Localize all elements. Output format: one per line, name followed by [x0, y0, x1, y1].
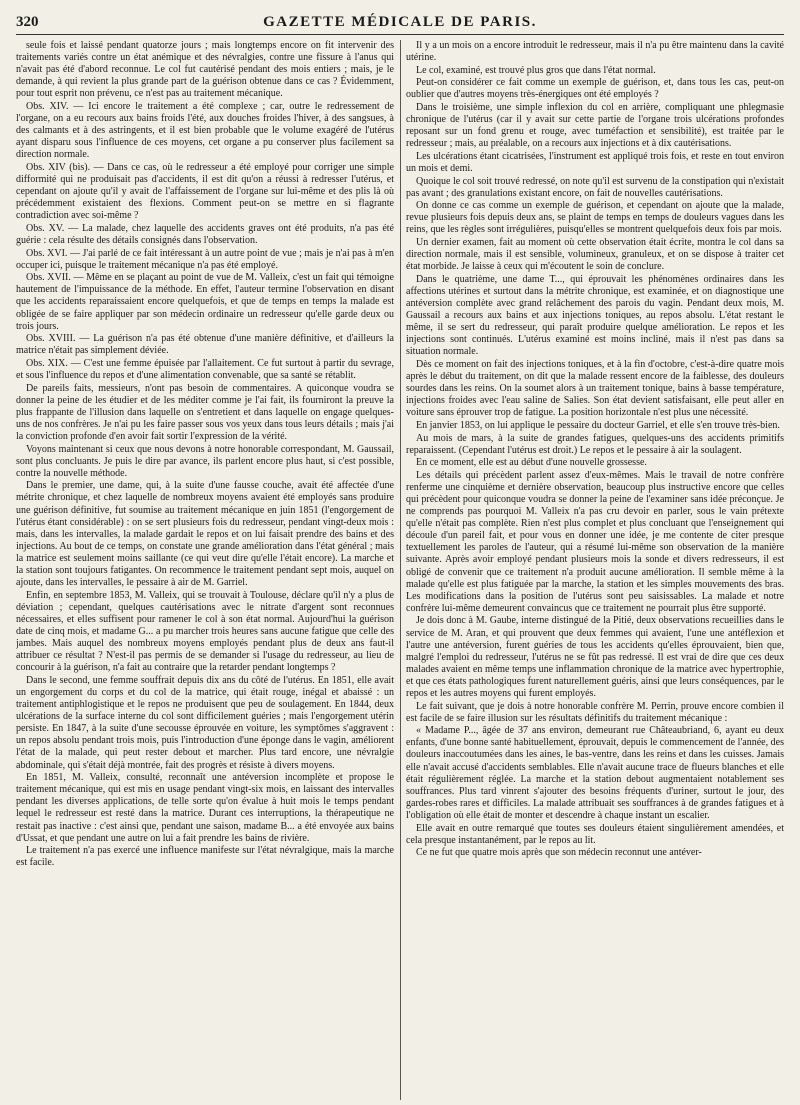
paragraph: « Madame P..., âgée de 37 ans environ, demeurant rue Châteaubriand, 6, ayant eu deux enfants, d'une bonne santé habituellement, éprouvait, depuis le commencement de l'année, des douleurs inaccoutumées dans les aines, le bas-ventre, dans les reins et dans les cuisses. Jamais elle n'avait accusé d'accidents semblables. Elle n'avait aucune trace de flueurs blanches et elle était régulièrement réglée. La marche et la station debout augmentaient notablement ses souffrances. Plus tard vinrent s'ajouter des besoins fréquents d'uriner, surtout le jour, des gardes-robes rares et difficiles. La malade attribuait ses souffrances à de grandes fatigues et à l'obligation où elle était de monter et descendre à chaque instant un escalier.: [406, 725, 784, 821]
paragraph: Les ulcérations étant cicatrisées, l'instrument est appliqué trois fois, et reste en tout environ un mois et demi.: [406, 150, 784, 174]
paragraph: seule fois et laissé pendant quatorze jours ; mais longtemps encore on fit intervenir des traitements variés contre un état anémique et des névralgies, contre une fissure à l'anus qui n'avait pas été d'abord reconnue. Le col fut cautérisé pendant des mois entiers ; mais, je le demande, à qui revient la plus grande part de la guérison obtenue dans ce cas ? Évidemment, pour tout esprit non prévenu, ce n'est pas au traitement mécanique.: [16, 40, 394, 100]
text-columns: [16, 40, 784, 1100]
paragraph: En ce moment, elle est au début d'une nouvelle grossesse.: [416, 457, 647, 469]
paragraph: Enfin, en septembre 1853, M. Valleix, qui se trouvait à Toulouse, déclare qu'il n'y a plus de déviation ; cependant, quelques cautérisations avec le nitrate d'argent sont reconnues nécessaires, et elles suffisent pour ramener le col à son état normal. Aujourd'hui la guérison date de cinq mois, et madame G... a pu marcher trois heures sans aucune fatigue que celle des jambes. Mais auquel des nombreux moyens employés pendant plus de deux ans faut-il attribuer ce résultat ? N'est-il pas permis de se demander si l'usage du redresseur, au lieu de concourir à la guérison, n'a fait au contraire que la retarder pendant longtemps ?: [16, 589, 394, 674]
paragraph: Elle avait en outre remarqué que toutes ses douleurs étaient singulièrement amendées, et cela presque instantanément, par le repos au lit.: [406, 822, 784, 846]
paragraph: Obs. XVIII. — La guérison n'a pas été obtenue d'une manière définitive, et d'ailleurs la matrice n'était pas simplement déviée.: [16, 333, 394, 357]
paragraph: Obs. XIX. — C'est une femme épuisée par l'allaitement. Ce fut surtout à partir du sevrage, et sous l'influence du repos et d'une alimentation convenable, que sa santé se rétablit.: [16, 357, 394, 382]
paragraph: En janvier 1853, on lui applique le pessaire du docteur Garriel, et elle s'en trouve très-bien.: [416, 419, 780, 431]
paragraph: Dans le second, une femme souffrait depuis dix ans du côté de l'utérus. En 1851, elle avait un engorgement du corps et du col de la matrice, qui était rouge, inégal et abaissé : un traitement antiphlogistique et le repos ne produisent que peu de soulagement. En 1844, deux ulcérations de la surface interne du col sont difficilement guéries ; mais l'engorgement utérin persiste. En 1847, à la suite d'une secousse éprouvée en voiture, les symptômes s'aggravent : un repos absolu pendant trois mois, puis l'introduction d'une éponge dans le vagin, améliorent l'état de la malade, qui peut rester debout et marcher. Plus tard encore, une névralgie abdominale, qui s'était déjà montrée, fait des progrès et résiste à divers moyens.: [16, 674, 394, 771]
paragraph: Un dernier examen, fait au moment où cette observation était écrite, montra le col dans sa direction normale, mais il est sensible, volumineux, granuleux, et on se dispose à traiter cet état morbide. Je laisse à ceux qui m'écoutent le soin de conclure.: [406, 237, 784, 273]
paragraph: De pareils faits, messieurs, n'ont pas besoin de commentaires. A quiconque voudra se donner la peine de les étudier et de les méditer comme je l'ai fait, ils fourniront la preuve la plus frappante de l'illusion dans laquelle on s'entretient et dans laquelle on engage quelques-uns de nos confrères. Je n'ai pu les faire passer sous vos yeux dans tous leurs détails ; mais j'ai la conviction profonde d'en avoir fait sortir l'expression de la vérité.: [16, 382, 394, 442]
paragraph: En 1851, M. Valleix, consulté, reconnaît une antéversion incomplète et propose le traitement mécanique, qui est mis en usage pendant vingt-six mois, en laissant des intervalles pendant les diverses applications, de telle sorte qu'on évalue à huit mois le temps pendant lequel le redresseur est resté dans la matrice. Durant ces interruptions, la thérapeutique ne restait pas inactive : c'est ainsi que, pendant une saison, madame B... a été envoyée aux bains d'Ussat, et que pendant une autre on lui a fait prendre les bains de rivière.: [16, 772, 394, 844]
paragraph: Obs. XVII. — Même en se plaçant au point de vue de M. Valleix, c'est un fait qui témoigne hautement de l'impuissance de la méthode. En effet, l'auteur termine l'observation en disant que les accidents reparaissaient encore quelquefois, et que de temps en temps la malade est obligée de se faire appliquer par son médecin ordinaire un redresseur qu'elle garde deux ou trois jours.: [16, 272, 394, 332]
paragraph: Obs. XV. — La malade, chez laquelle des accidents graves ont été produits, n'a pas été guérie : cela résulte des détails consignés dans l'observation.: [16, 222, 394, 246]
paragraph: Dès ce moment on fait des injections toniques, et à la fin d'octobre, c'est-à-dire quatre mois après le début du traitement, on dit que la malade ressent encore de la faiblesse, des douleurs sourdes dans les reins. On la soumet alors à un traitement tonique, bains à basse température, injections froides avec l'eau saline de Salies. Son état devient satisfaisant, elle peut aller en voiture sans éprouver trop de fatigue. La position horizontale n'est plus une nécessité.: [406, 358, 784, 419]
paragraph: Obs. XIV (bis). — Dans ce cas, où le redresseur a été employé pour corriger une simple difformité qui ne produisait pas d'accidents, il est dit qu'on a réussi à redresser l'utérus, et cependant on ajoute qu'il y avait de l'affaissement de l'organe sur lui-même et des plis là où précédemment existaient des flexions. Comment peut-on se mettre en si flagrante contradiction avec soi-même ?: [16, 161, 394, 222]
page-header: [16, 14, 784, 35]
left-column: [16, 40, 394, 1100]
paragraph: Voyons maintenant si ceux que nous devons à notre honorable correspondant, M. Gaussail, sont plus concluants. Je puis le dire par avance, ils parlent encore plus haut, si c'est possible, contre la nouvelle méthode.: [16, 443, 394, 479]
column-rule: [400, 40, 401, 1100]
paragraph: Dans le quatrième, une dame T..., qui éprouvait les phénomènes ordinaires dans les affections utérines et surtout dans la métrite chronique, est examinée, et on diagnostique une antéversion complète avec grand relâchement des parois du vagin. Pendant deux mois, M. Gaussail a recours aux bains et aux injections toniques, au repos absolu. L'état restant le même, il se sert du redresseur, qui paraît produire quelque amélioration. Le repos et les injections sont continués. L'utérus examiné est moins incliné, mais il n'est pas dans sa situation normale.: [406, 273, 784, 358]
paragraph: Obs. XIV. — Ici encore le traitement a été complexe ; car, outre le redressement de l'organe, on a eu recours aux bains froids l'été, aux douches froides l'hiver, à des sangsues, à des calmants et à des astringents, et il est bien probable que le volume exagéré de l'utérus ayant disparu sous l'influence de ces moyens, cet organe a pu conserver plus facilement sa direction normale.: [16, 100, 394, 161]
paragraph: Peut-on considérer ce fait comme un exemple de guérison, et, dans tous les cas, peut-on oublier que d'autres moyens très-énergiques ont été employés ?: [406, 77, 784, 101]
paragraph: Dans le troisième, une simple inflexion du col en arrière, compliquant une phlegmasie chronique de l'utérus (car il y avait sur cette partie de l'organe trois ulcérations profondes reposant sur un fond grenu et rouge, avec tuméfaction et sensibilité), est traitée par le redresseur ; mais, au préalable, on a recours aux injections et à dix cautérisations.: [406, 101, 784, 150]
paragraph: Le col, examiné, est trouvé plus gros que dans l'état normal.: [416, 64, 656, 76]
paragraph: Ce ne fut que quatre mois après que son médecin reconnut une antéver-: [416, 847, 702, 859]
journal-title: GAZETTE MÉDICALE DE PARIS.: [263, 14, 537, 30]
paragraph: Le traitement n'a pas exercé une influence manifeste sur l'état névralgique, mais la marche est facile.: [16, 845, 394, 869]
paragraph: Dans le premier, une dame, qui, à la suite d'une fausse couche, avait été affectée d'une métrite chronique, et chez laquelle de nombreux moyens avaient été employés sans produire une guérison définitive, fut soumise au traitement mécanique en juin 1851 (l'engorgement de l'utérus étant considérable) : on se sert plusieurs fois du redresseur, pendant vingt-deux mois : mais, dans les intervalles, la malade gardait le repos et on lui faisait prendre des bains et des injections. Au bout de ce temps, on constate une grande amélioration dans l'état général ; mais la matrice est seulement moins saillante (ce qui veut dire qu'elle l'était encore). La marche et la station sont toujours fatigantes. On recommence le traitement pendant sept mois, auquel on ajoute, dans les intervalles, le pessaire à air de M. Garriel.: [16, 480, 394, 589]
paragraph: Quoique le col soit trouvé redressé, on note qu'il est survenu de la constipation qui n'existait pas avant ; des granulations existant encore, on fait de nouvelles cautérisations.: [406, 175, 784, 199]
paragraph: Les détails qui précèdent parlent assez d'eux-mêmes. Mais le travail de notre confrère renferme une cinquième et dernière observation, beaucoup plus instructive encore que celles qui précèdent pour quiconque voudra se donner la peine de l'examiner sans idée préconçue. Je ne comprends pas pourquoi M. Valleix n'a pas cru devoir en parler, sous le vain prétexte qu'elle n'était pas complète. Rien n'est plus complet et plus concluant que l'enseignement qui découle d'un pareil fait, et pour vous en donner une idée, je me contente de citer presque textuellement les paroles de l'auteur, qui a résumé lui-même son observation de la manière suivante. Après avoir employé pendant plusieurs mois la sonde et divers redresseurs, il est obligé de convenir que ce traitement n'a produit aucune amélioration. Il semble même à la malade qu'elle est plus fatiguée par la marche, la station et les simples mouvements des bras. Les modifications dans la position de l'utérus sont peu saisissables. La malade et notre confrère lui-même demeurent convaincus que ce traitement ne pourrait plus être supporté.: [406, 469, 784, 614]
paragraph: Il y a un mois on a encore introduit le redresseur, mais il n'a pu être maintenu dans la cavité utérine.: [406, 40, 784, 64]
paragraph: Je dois donc à M. Gaube, interne distingué de la Pitié, deux observations recueillies dans le service de M. Aran, et qui prouvent que deux femmes qui avaient, l'une une antéflexion et l'autre une antéversion, furent guéries de tous les accidents qu'elles éprouvaient, bien que, malgré l'emploi du redresseur, l'utérus ne se fût pas redressé. Il est vrai de dire que ces deux malades avaient en même temps une inflammation chronique de la matrice avec hypertrophie, et que ces états pathologiques furent naturellement guéris, ainsi que leurs conséquences, par le repos et les autres moyens qui furent employés.: [406, 615, 784, 699]
paragraph: Au mois de mars, à la suite de grandes fatigues, quelques-uns des accidents primitifs reparaissent. (Cependant l'utérus est droit.) Le repos et le pessaire à air la soulagent.: [406, 432, 784, 456]
page-number: 320: [16, 14, 39, 30]
paragraph: On donne ce cas comme un exemple de guérison, et cependant on ajoute que la malade, revue plusieurs fois depuis deux ans, se plaint de temps en temps de douleurs vagues dans les reins, que les règles sont irrégulières, puisqu'elles se montrent quelquefois deux fois par mois.: [406, 200, 784, 236]
paragraph: Obs. XVI. — J'ai parlé de ce fait intéressant à un autre point de vue ; mais je n'ai pas à m'en occuper ici, puisque le traitement mécanique n'a pas été employé.: [16, 247, 394, 271]
paragraph: Le fait suivant, que je dois à notre honorable confrère M. Perrin, prouve encore combien il est facile de se faire illusion sur les résultats définitifs du traitement mécanique :: [406, 700, 784, 724]
right-column: [406, 40, 784, 1100]
